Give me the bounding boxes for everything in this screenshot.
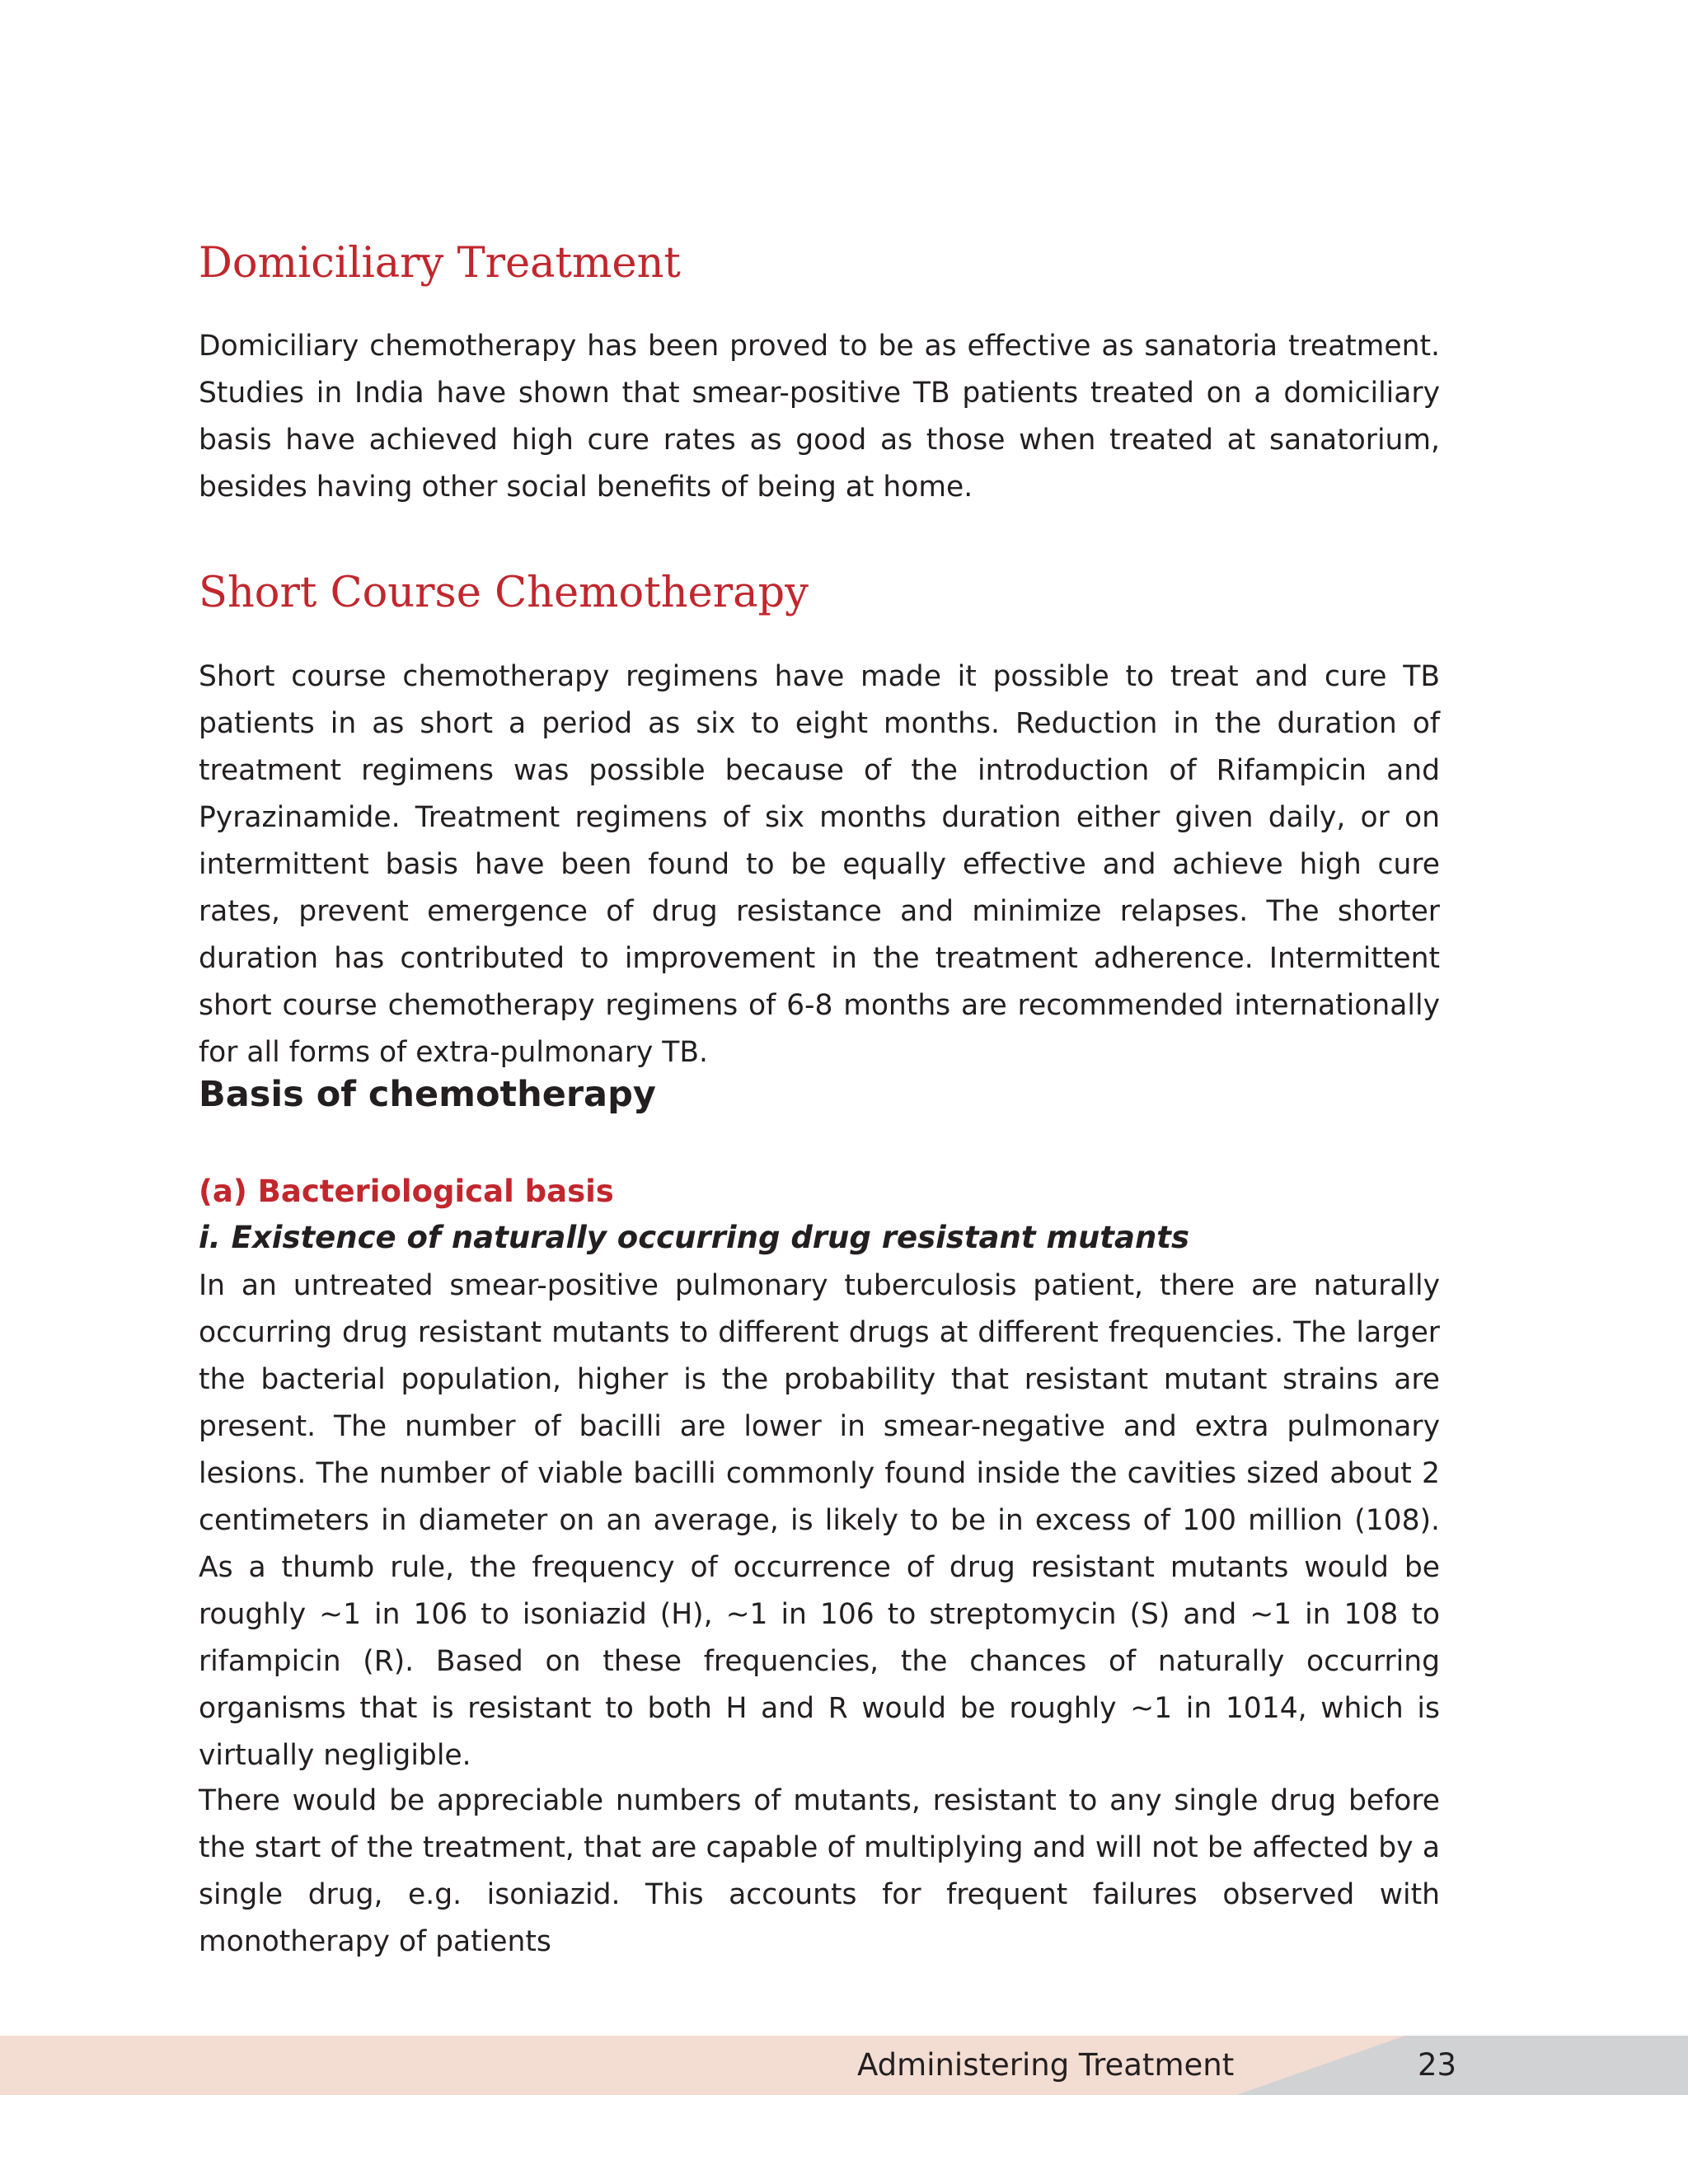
footer-chapter-title: Administering Treatment <box>857 2047 1235 2083</box>
domiciliary-treatment-heading: Domiciliary Treatment <box>199 239 681 288</box>
page-footer <box>0 2036 1688 2095</box>
monotherapy-paragraph: There would be appreciable numbers of mutants, resistant to any single drug before the start of the treatment, that are capable of multiplying and will not be affected by a single drug, e.g. isoniazid. This accounts for frequent failures observed with monotherapy of patients <box>199 1784 1440 1958</box>
basis-of-chemotherapy-heading: Basis of chemotherapy <box>199 1074 656 1115</box>
drug-resistant-mutants-heading: i. Existence of naturally occurring drug resistant mutants <box>199 1220 1189 1255</box>
page-number: 23 <box>1418 2047 1457 2083</box>
short-course-chemotherapy-paragraph: Short course chemotherapy regimens have made it possible to treat and cure TB patients in as short a period as six to eight months. Reduction in the duration of treatment regimens was possible because of the introduction of Rifampicin and Pyrazinamide. Treatment regimens of six months duration either given daily, or on intermittent basis have been found to be equally effective and achieve high cure rates, prevent emergence of drug resistance and minimize relapses. The shorter duration has contributed to improvement in the treatment adherence. Intermittent short course chemotherapy regimens of 6-8 months are recommended internationally for all forms of extra-pulmonary TB. <box>199 660 1440 1069</box>
drug-resistant-mutants-paragraph: In an untreated smear-positive pulmonary tuberculosis patient, there are naturally occurring drug resistant mutants to different drugs at different frequencies. The larger the bacterial population, higher is the probability that resistant mutant strains are present. The number of bacilli are lower in smear-negative and extra pulmonary lesions. The number of viable bacilli commonly found inside the cavities sized about 2 centimeters in diameter on an average, is likely to be in excess of 100 million (108). As a thumb rule, the frequency of occurrence of drug resistant mutants would be roughly ~1 in 106 to isoniazid (H), ~1 in 106 to streptomycin (S) and ~1 in 108 to rifampicin (R). Based on these frequencies, the chances of naturally occurring organisms that is resistant to both H and R would be roughly ~1 in 1014, which is virtually negligible. <box>199 1269 1440 1772</box>
short-course-chemotherapy-heading: Short Course Chemotherapy <box>199 569 809 617</box>
domiciliary-treatment-paragraph: Domiciliary chemotherapy has been proved to be as effective as sanatoria treatment. Studies in India have shown that smear-positive TB patients treated on a domiciliary basis have achieved high cure rates as good as those when treated at sanatorium, besides having other social benefits of being at home. <box>199 330 1440 504</box>
bacteriological-basis-subheading: (a) Bacteriological basis <box>199 1174 614 1209</box>
